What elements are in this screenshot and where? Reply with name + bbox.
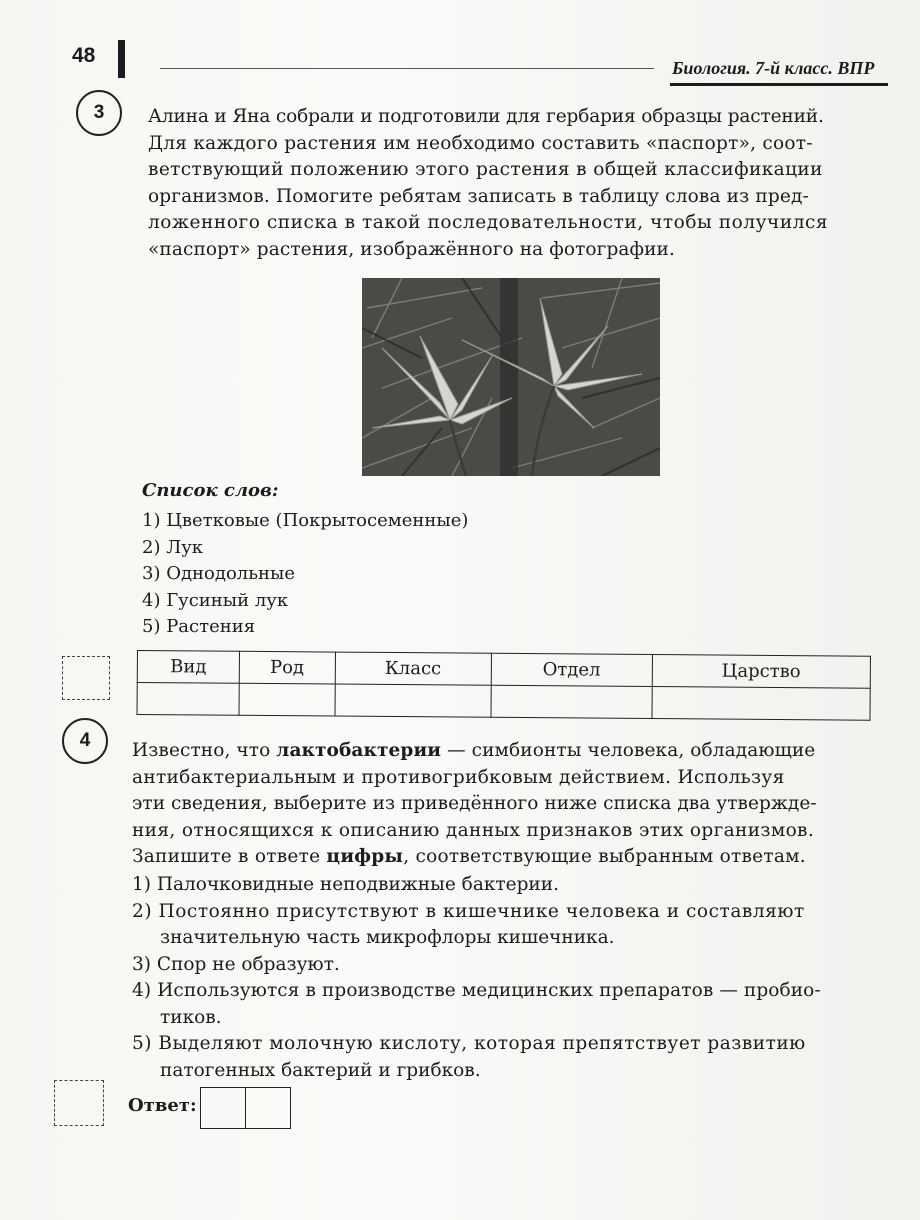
option-text: Спор не образуют. — [156, 953, 340, 975]
option-item — [132, 978, 874, 1005]
option-continuation: тиков. — [160, 1006, 222, 1028]
column-header: Царство — [652, 655, 871, 689]
task-4-options — [132, 872, 874, 1084]
task-4-line — [132, 738, 874, 765]
option-item — [132, 1031, 874, 1058]
task-3-number: 3 — [76, 90, 122, 136]
task-4-line: ния, относящихся к описанию данных признаков этих организмов. — [132, 819, 815, 841]
answer-cell[interactable] — [652, 687, 871, 721]
task-3-score-box — [62, 656, 110, 700]
header-bar — [118, 40, 125, 78]
word-list-title: Список слов: — [142, 480, 279, 501]
option-number: 3) — [132, 953, 151, 975]
page-number: 48 — [72, 44, 96, 67]
text-fragment: Известно, что — [132, 740, 277, 761]
task-4-line: эти сведения, выберите из приведённого ниже списка два утвержде- — [132, 793, 817, 814]
option-number: 2) — [132, 900, 153, 922]
column-header: Класс — [335, 652, 492, 685]
task-3-text — [148, 104, 882, 263]
word-list — [142, 508, 468, 641]
header-underline — [670, 83, 888, 86]
option-continuation: значительную часть микрофлоры кишечника. — [160, 927, 615, 948]
plant-passport-table — [136, 650, 870, 721]
text-fragment: Запишите в ответе — [132, 846, 327, 867]
text-fragment: — симбионты человека, обладающие — [441, 740, 816, 761]
book-title: Биология. 7-й класс. ВПР — [672, 58, 875, 78]
answer-cell[interactable] — [491, 685, 652, 718]
option-continuation: патогенных бактерий и грибков. — [160, 1059, 481, 1081]
word-item: 5) Растения — [142, 616, 256, 637]
word-item: 1) Цветковые (Покрытосеменные) — [142, 510, 469, 531]
header-rule — [160, 68, 654, 69]
task-3-line: ветствующий положению этого растения в общей классификации — [148, 159, 823, 180]
answer-cell[interactable] — [239, 683, 335, 716]
option-item — [132, 899, 874, 926]
task-3-line: организмов. Помогите ребятам записать в таблицу слова из пред- — [148, 185, 809, 207]
table-answer-row — [137, 683, 870, 721]
gagea-flower-image — [362, 278, 660, 476]
task-3-line: «паспорт» растения, изображённого на фотографии. — [148, 238, 675, 260]
task-4-line: антибактериальным и противогрибковым действием. Используя — [132, 766, 785, 788]
task-4-text — [132, 738, 874, 871]
plant-photo — [362, 278, 660, 476]
answer-digit-cell[interactable] — [200, 1087, 246, 1129]
option-text: Используются в производстве медицинских препаратов — пробио- — [157, 980, 821, 1001]
option-number: 1) — [132, 874, 151, 895]
task-4-number: 4 — [62, 718, 108, 764]
column-header: Род — [239, 651, 335, 684]
answer-cell[interactable] — [334, 684, 491, 717]
option-text: Выделяют молочную кислоту, которая препятствует развитию — [158, 1033, 806, 1054]
task-4-line — [132, 844, 874, 871]
option-item — [132, 952, 874, 979]
option-text: Постоянно присутствуют в кишечнике человека и составляют — [158, 900, 805, 922]
text-fragment: , соответствующие выбранным ответам. — [403, 846, 806, 867]
option-number: 5) — [132, 1033, 152, 1054]
word-item: 3) Однодольные — [142, 563, 295, 584]
option-number: 4) — [132, 980, 152, 1001]
answer-cells — [200, 1087, 291, 1129]
answer-label: Ответ: — [128, 1095, 197, 1116]
column-header: Вид — [137, 651, 239, 684]
answer-digit-cell[interactable] — [246, 1087, 291, 1129]
task-3-line: Для каждого растения им необходимо составить «паспорт», соот- — [148, 132, 813, 154]
task-3-line: ложенного списка в такой последовательности, чтобы получился — [148, 212, 829, 233]
word-item: 2) Лук — [142, 536, 204, 558]
bold-term: лактобактерии — [276, 740, 442, 761]
word-item: 4) Гусиный лук — [142, 589, 289, 611]
task-4-score-box — [54, 1080, 104, 1126]
answer-cell[interactable] — [137, 683, 239, 716]
bold-term: цифры — [326, 846, 404, 867]
task-3-line: Алина и Яна собрали и подготовили для гербария образцы растений. — [148, 106, 824, 127]
column-header: Отдел — [491, 653, 652, 686]
option-text: Палочковидные неподвижные бактерии. — [156, 874, 559, 895]
option-item — [132, 872, 874, 899]
